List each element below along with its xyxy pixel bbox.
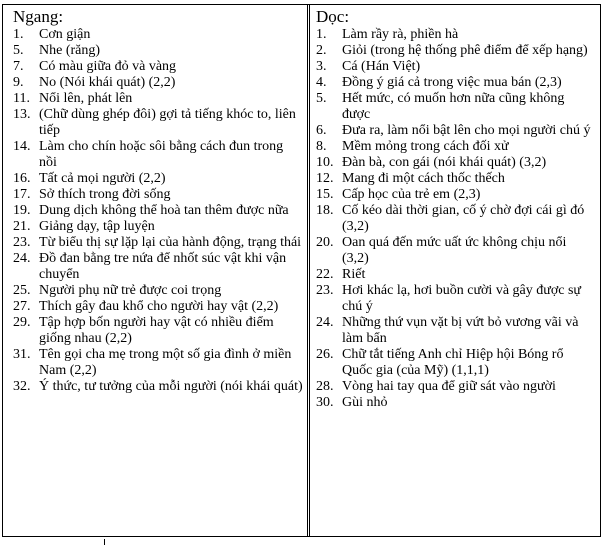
clue-number: 25. [13, 283, 31, 298]
clue-text: Giảng dạy, tập luyện [39, 219, 155, 234]
clue-item [13, 59, 303, 75]
down-column [307, 5, 600, 536]
clue-text: Cơn giận [39, 27, 91, 42]
clue-number: 3. [316, 59, 327, 74]
clue-number: 23. [316, 283, 334, 298]
clue-text: Làm rầy rà, phiền hà [342, 27, 459, 42]
clue-number: 26. [316, 347, 334, 362]
clue-item [13, 235, 303, 251]
clue-item [13, 27, 303, 43]
clue-text: Giỏi (trong hệ thống phê điểm để xếp hạng) [342, 43, 588, 58]
clue-number: 27. [13, 299, 31, 314]
clue-number: 23. [13, 235, 31, 250]
clue-number: 15. [316, 187, 334, 202]
clue-item [316, 139, 594, 155]
clue-text: Chữ tắt tiếng Anh chỉ Hiệp hội Bóng rổ Quốc gia (của Mỹ) (1,1,1) [342, 347, 564, 378]
clue-item [13, 171, 303, 187]
clue-item [13, 139, 303, 171]
clue-number: 31. [13, 347, 31, 362]
clue-number: 9. [13, 75, 24, 90]
clue-item [316, 155, 594, 171]
clue-text: Vòng hai tay qua để giữ sát vào người [342, 379, 556, 394]
clue-text: Thích gây đau khổ cho người hay vật (2,2) [39, 299, 279, 314]
clue-item [316, 171, 594, 187]
clue-item [13, 299, 303, 315]
clue-number: 28. [316, 379, 334, 394]
clue-text: Cá (Hán Việt) [342, 59, 421, 74]
clue-text: Tập hợp bốn người hay vật có nhiều điểm giống nhau (2,2) [39, 315, 274, 346]
clue-number: 14. [13, 139, 31, 154]
clue-item [316, 395, 594, 411]
clue-text: Đưa ra, làm nổi bật lên cho mọi người chú ý [342, 123, 591, 138]
clue-item [316, 267, 594, 283]
clue-number: 24. [316, 315, 334, 330]
clue-item [13, 75, 303, 91]
clue-item [316, 235, 594, 267]
clue-text: Dung dịch không thể hoà tan thêm được nữa [39, 203, 289, 218]
clue-text: Người phụ nữ trẻ được coi trọng [39, 283, 222, 298]
clue-text: Mềm mỏng trong cách đối xử [342, 139, 509, 154]
clue-text: Mang đi một cách thốc thếch [342, 171, 505, 186]
clue-text: Cố kéo dài thời gian, cố ý chờ đợi cái gì đó (3,2) [342, 203, 585, 234]
clue-item [316, 203, 594, 235]
clue-number: 11. [13, 91, 30, 106]
clue-item [316, 315, 594, 347]
crossword-clue-table [2, 4, 601, 537]
clue-text: Từ biểu thị sự lặp lại của hành động, trạng thái [39, 235, 302, 250]
clue-item [316, 27, 594, 43]
clue-number: 21. [13, 219, 31, 234]
clue-text: Làm cho chín hoặc sôi bằng cách đun trong nồi [39, 139, 284, 170]
clue-text: Sở thích trong đời sống [39, 187, 171, 202]
clue-number: 18. [316, 203, 334, 218]
clue-text: Những thứ vụn vặt bị vứt bỏ vương vãi và làm bẩn [342, 315, 579, 346]
clue-number: 1. [13, 27, 24, 42]
clue-item [13, 315, 303, 347]
clue-text: Hết mức, có muốn hơn nữa cũng không được [342, 91, 565, 122]
clue-text: Hơi khác lạ, hơi buồn cười và gây được sự chú ý [342, 283, 581, 314]
clue-text: (Chữ dùng ghép đôi) gợi tả tiếng khóc to, liên tiếp [39, 107, 296, 138]
clue-text: No (Nói khái quát) (2,2) [39, 75, 176, 90]
table-bottom-mark [104, 539, 105, 545]
clue-text: Ý thức, tư tưởng của mỗi người (nói khái quát) [39, 379, 303, 394]
clue-item [316, 43, 594, 59]
clue-number: 20. [316, 235, 334, 250]
clue-item [13, 187, 303, 203]
clue-item [13, 283, 303, 299]
clue-number: 29. [13, 315, 31, 330]
clue-text: Nhe (răng) [39, 43, 101, 58]
clue-item [316, 75, 594, 91]
clue-number: 19. [13, 203, 31, 218]
clue-text: Tên gọi cha mẹ trong một số gia đình ở miền Nam (2,2) [39, 347, 292, 378]
clue-text: Đồ đan bằng tre nứa để nhốt súc vật khi vận chuyển [39, 251, 287, 282]
across-clue-list [13, 27, 303, 395]
across-heading: Ngang: [13, 7, 64, 26]
clue-number: 16. [13, 171, 31, 186]
across-column [3, 5, 307, 536]
clue-number: 2. [316, 43, 327, 58]
clue-text: Đàn bà, con gái (nói khái quát) (3,2) [342, 155, 547, 170]
clue-item [13, 219, 303, 235]
clue-text: Đồng ý giá cả trong việc mua bán (2,3) [342, 75, 562, 90]
clue-text: Riết [342, 267, 366, 282]
clue-number: 17. [13, 187, 31, 202]
clue-number: 22. [316, 267, 334, 282]
clue-text: Oan quá đến mức uất ức không chịu nổi (3,2) [342, 235, 567, 266]
clue-number: 24. [13, 251, 31, 266]
clue-number: 13. [13, 107, 31, 122]
clue-item [13, 91, 303, 107]
clue-item [13, 107, 303, 139]
clue-number: 10. [316, 155, 334, 170]
clue-number: 12. [316, 171, 334, 186]
clue-number: 4. [316, 75, 327, 90]
clue-number: 6. [316, 123, 327, 138]
clue-item [13, 379, 303, 395]
clue-item [13, 251, 303, 283]
clue-number: 5. [13, 43, 24, 58]
clue-number: 5. [316, 91, 327, 106]
clue-number: 8. [316, 139, 327, 154]
clue-item [316, 59, 594, 75]
clue-number: 1. [316, 27, 327, 42]
clue-text: Có màu giữa đỏ và vàng [39, 59, 177, 74]
clue-number: 7. [13, 59, 24, 74]
clue-item [316, 123, 594, 139]
down-heading: Dọc: [316, 7, 350, 26]
clue-number: 32. [13, 379, 31, 394]
clue-text: Tất cả mọi người (2,2) [39, 171, 166, 186]
clue-text: Gùi nhỏ [342, 395, 388, 410]
clue-number: 30. [316, 395, 334, 410]
clue-item [316, 187, 594, 203]
clue-item [316, 283, 594, 315]
down-clue-list [316, 27, 594, 411]
clue-text: Nổi lên, phát lên [39, 91, 133, 106]
clue-item [13, 43, 303, 59]
clue-item [316, 379, 594, 395]
clue-item [13, 203, 303, 219]
clue-item [13, 347, 303, 379]
clue-item [316, 347, 594, 379]
clue-item [316, 91, 594, 123]
clue-text: Cấp học của trẻ em (2,3) [342, 187, 481, 202]
